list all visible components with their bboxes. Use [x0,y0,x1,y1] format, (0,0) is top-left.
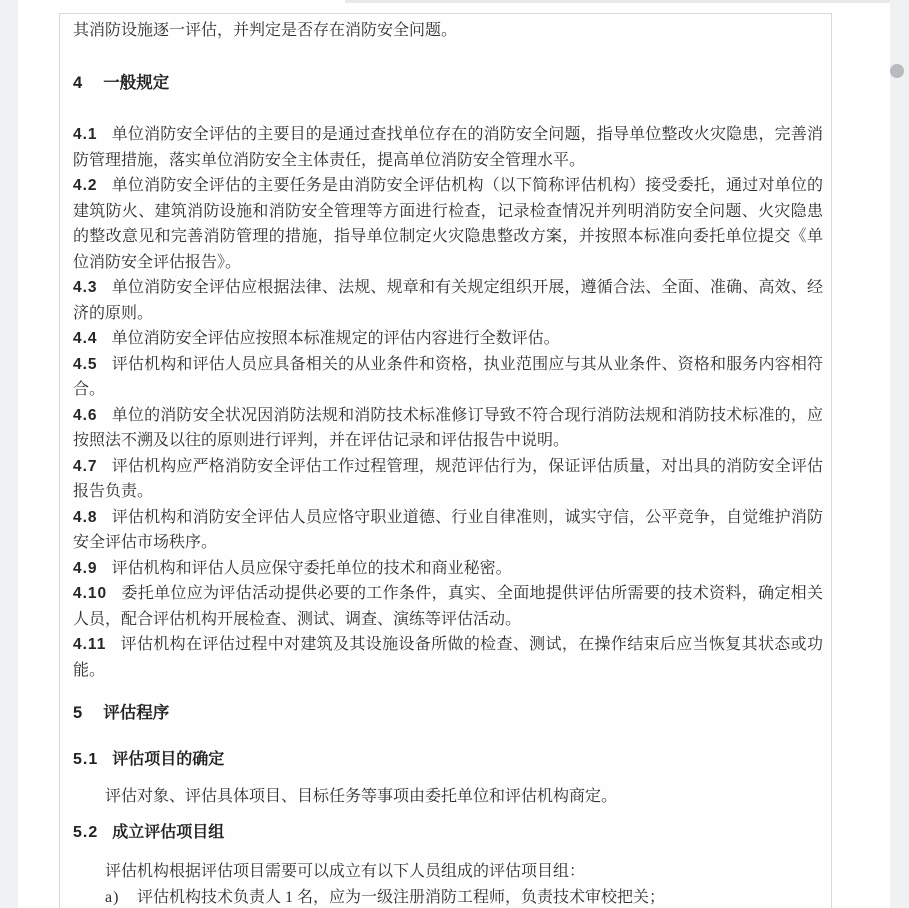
clause-4-3-number: 4.3 [73,279,98,296]
clause-4-5-number: 4.5 [73,355,98,373]
section-5-2-title: 成立评估项目组 [112,823,225,841]
list-item-a-text: 评估机构技术负责人 1 名，应为一级注册消防工程师，负责技术审校把关； [137,888,666,906]
page-content-frame [59,13,832,908]
section-5-1-title: 评估项目的确定 [112,750,225,768]
clause-4-9 [73,556,823,582]
section-5-2-heading [73,820,823,846]
clause-4-2-text: 单位消防安全评估的主要任务是由消防安全评估机构（以下简称评估机构）接受委托，通过对单位的建筑防火、建筑消防设施和消防安全管理等方面进行检查，记录检查情况并列明消防安全问题、火灾隐患的整改意见和完善消防管理的措施，指导单位制定火灾隐患整改方案，并按照本标准向委托单位提交《单位消防安全评估报告》。 [73,177,823,271]
clause-4-4 [73,326,823,352]
clause-4-4-number: 4.4 [73,330,98,347]
clause-4-3 [73,275,823,326]
section-5-2-number: 5.2 [73,823,99,841]
clause-4-8-text: 评估机构和消防安全评估人员应恪守职业道德、行业自律准则，诚实守信，公平竞争，自觉维护消防安全评估市场秩序。 [73,508,823,551]
clause-4-11-number: 4.11 [73,636,107,653]
list-item-a [73,885,823,908]
section-5-heading [73,701,823,727]
clause-4-11-text: 评估机构在评估过程中对建筑及其设施设备所做的检查、测试，在操作结束后应当恢复其状态或功能。 [73,636,823,679]
section-5-number: 5 [73,704,84,722]
clause-4-1-text: 单位消防安全评估的主要目的是通过查找单位存在的消防安全问题，指导单位整改火灾隐患，完善消防管理措施，落实单位消防安全主体责任，提高单位消防安全管理水平。 [73,126,823,169]
clause-4-4-text: 单位消防安全评估应按照本标准规定的评估内容进行全数评估。 [111,330,560,347]
clause-4-6-text: 单位的消防安全状况因消防法规和消防技术标准修订导致不符合现行消防法规和消防技术标准的，应按照法不溯及以往的原则进行评判，并在评估记录和评估报告中说明。 [73,406,823,449]
clause-4-7-number: 4.7 [73,457,98,475]
scrollbar-thumb[interactable] [890,64,904,78]
clause-4-7-text: 评估机构应严格消防安全评估工作过程管理，规范评估行为，保证评估质量，对出具的消防安全评估报告负责。 [73,457,823,500]
page-text [60,14,831,908]
clause-4-7 [73,454,823,505]
section-5-2-body: 评估机构根据评估项目需要可以成立有以下人员组成的评估项目组： [105,863,586,880]
clause-4-3-text: 单位消防安全评估应根据法律、法规、规章和有关规定组织开展，遵循合法、全面、准确、高效、经济的原则。 [73,279,823,322]
clause-4-8-number: 4.8 [73,508,98,526]
section-5-1-heading [73,747,823,773]
section-4-heading [73,71,823,97]
clause-4-6-number: 4.6 [73,406,98,424]
clause-4-1-number: 4.1 [73,126,98,143]
list-item-a-label: a) [105,888,120,906]
clause-4-2 [73,173,823,275]
clause-4-5-text: 评估机构和评估人员应具备相关的从业条件和资格，执业范围应与其从业条件、资格和服务内容相符合。 [73,355,823,398]
section-4-number: 4 [73,73,84,92]
clause-4-2-number: 4.2 [73,177,98,194]
section-5-title: 评估程序 [103,704,170,722]
clause-4-1 [73,122,823,173]
clause-4-10-number: 4.10 [73,585,108,602]
page-top-edge-shadow [345,0,908,3]
clause-4-10-text: 委托单位应为评估活动提供必要的工作条件，真实、全面地提供评估所需要的技术资料，确定相关人员，配合评估机构开展检查、测试、调查、演练等评估活动。 [73,585,823,628]
intro-paragraph: 其消防设施逐一评估，并判定是否存在消防安全问题。 [73,22,458,39]
section-4-title: 一般规定 [103,73,170,92]
scrollbar-track[interactable] [890,0,909,908]
clause-4-8 [73,505,823,556]
clause-4-9-text: 评估机构和评估人员应保守委托单位的技术和商业秘密。 [111,559,512,577]
clause-4-11 [73,632,823,683]
clause-4-9-number: 4.9 [73,559,98,577]
clause-4-6 [73,403,823,454]
clause-4-5 [73,352,823,403]
clause-4-10 [73,581,823,632]
document-page [18,0,890,908]
section-5-1-number: 5.1 [73,750,99,768]
section-5-1-body: 评估对象、评估具体项目、目标任务等事项由委托单位和评估机构商定。 [105,788,618,805]
